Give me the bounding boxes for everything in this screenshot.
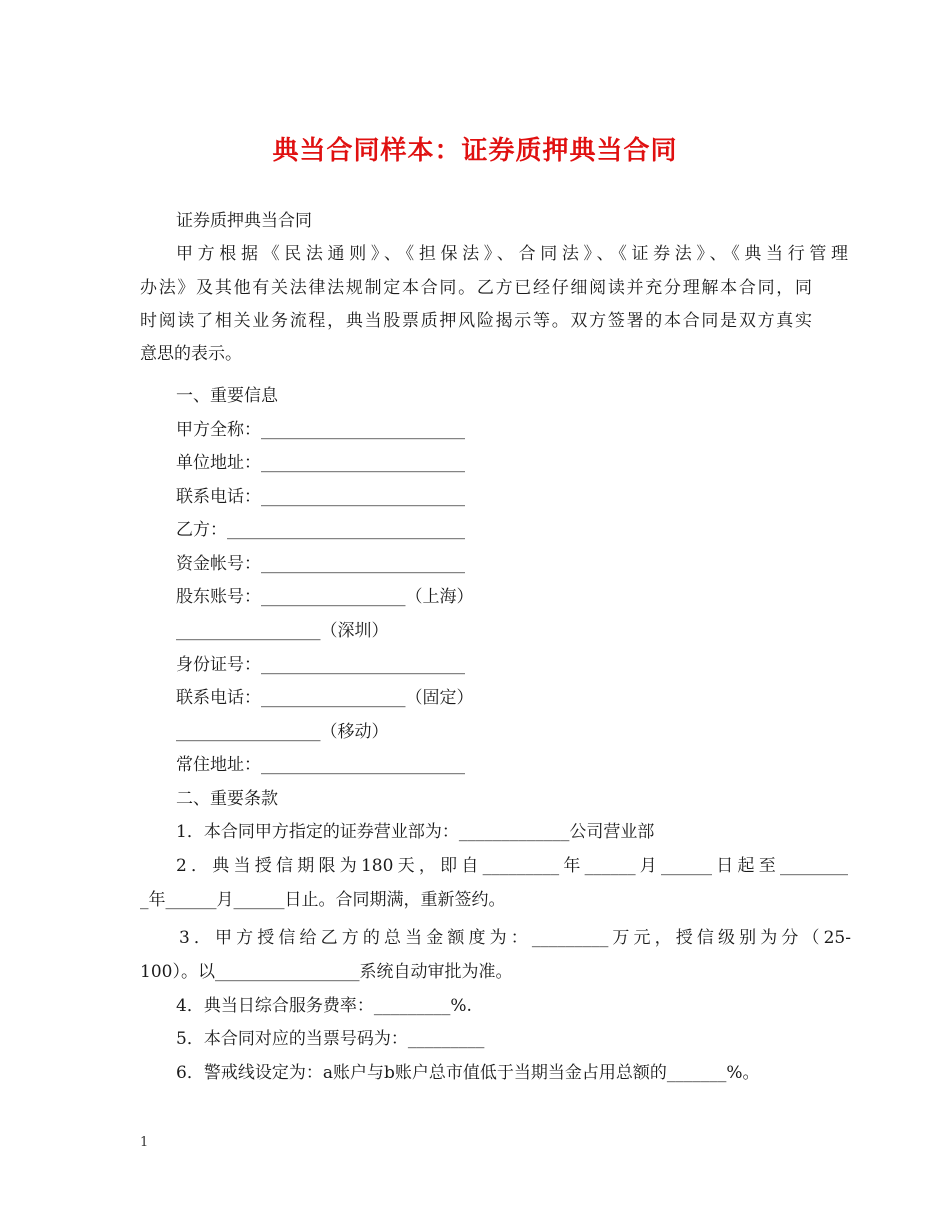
term-4: 4．典当日综合服务费率：_________%. bbox=[176, 996, 472, 1016]
term-6: 6．警戒线设定为：a账户与b账户总市值低于当期当金占用总额的_______%。 bbox=[176, 1063, 760, 1083]
preamble-line-1: 甲方根据《民法通则》、《担保法》、合同法》、《证券法》、《典当行管理 bbox=[176, 244, 848, 264]
party-a-address-field: 单位地址：________________________ bbox=[176, 453, 465, 473]
party-a-phone-field: 联系电话：________________________ bbox=[176, 487, 465, 507]
shareholder-account-shanghai-field: 股东账号：_________________（上海） bbox=[176, 587, 474, 607]
section-heading-important-info: 一、重要信息 bbox=[176, 386, 278, 406]
party-b-field: 乙方：____________________________ bbox=[176, 520, 465, 540]
preamble-line-3: 时阅读了相关业务流程，典当股票质押风险揭示等。双方签署的本合同是双方真实 bbox=[140, 311, 812, 331]
residence-address-field: 常住地址：________________________ bbox=[176, 755, 465, 775]
fund-account-field: 资金帐号：________________________ bbox=[176, 554, 465, 574]
term-1: 1．本合同甲方指定的证券营业部为：_____________公司营业部 bbox=[176, 822, 655, 842]
preamble-line-4: 意思的表示。 bbox=[140, 344, 242, 364]
term-3-line-2: 100）。以_________________系统自动审批为准。 bbox=[140, 962, 513, 982]
section-heading-key-terms: 二、重要条款 bbox=[176, 789, 278, 809]
term-2-line-2: _年______月______日止。合同期满，重新签约。 bbox=[140, 890, 506, 910]
phone-mobile-field: _________________（移动） bbox=[176, 722, 389, 742]
id-number-field: 身份证号：________________________ bbox=[176, 655, 465, 675]
party-a-name-field: 甲方全称：________________________ bbox=[176, 420, 465, 440]
term-5: 5．本合同对应的当票号码为：_________ bbox=[176, 1029, 485, 1049]
phone-landline-field: 联系电话：_________________（固定） bbox=[176, 688, 474, 708]
document-title: 典当合同样本：证券质押典当合同 bbox=[272, 136, 678, 166]
term-2-line-1: 2．典当授信期限为180天，即自_________年______月______日起至________ bbox=[176, 856, 848, 876]
shareholder-account-shenzhen-field: _________________（深圳） bbox=[176, 621, 389, 641]
preamble-line-2: 办法》及其他有关法律法规制定本合同。乙方已经仔细阅读并充分理解本合同，同 bbox=[140, 278, 812, 298]
term-3-line-1: 3．甲方授信给乙方的总当金额度为：_________万元，授信级别为分（25- bbox=[179, 928, 851, 948]
page-number: 1 bbox=[140, 1135, 149, 1150]
contract-heading: 证券质押典当合同 bbox=[176, 211, 312, 231]
